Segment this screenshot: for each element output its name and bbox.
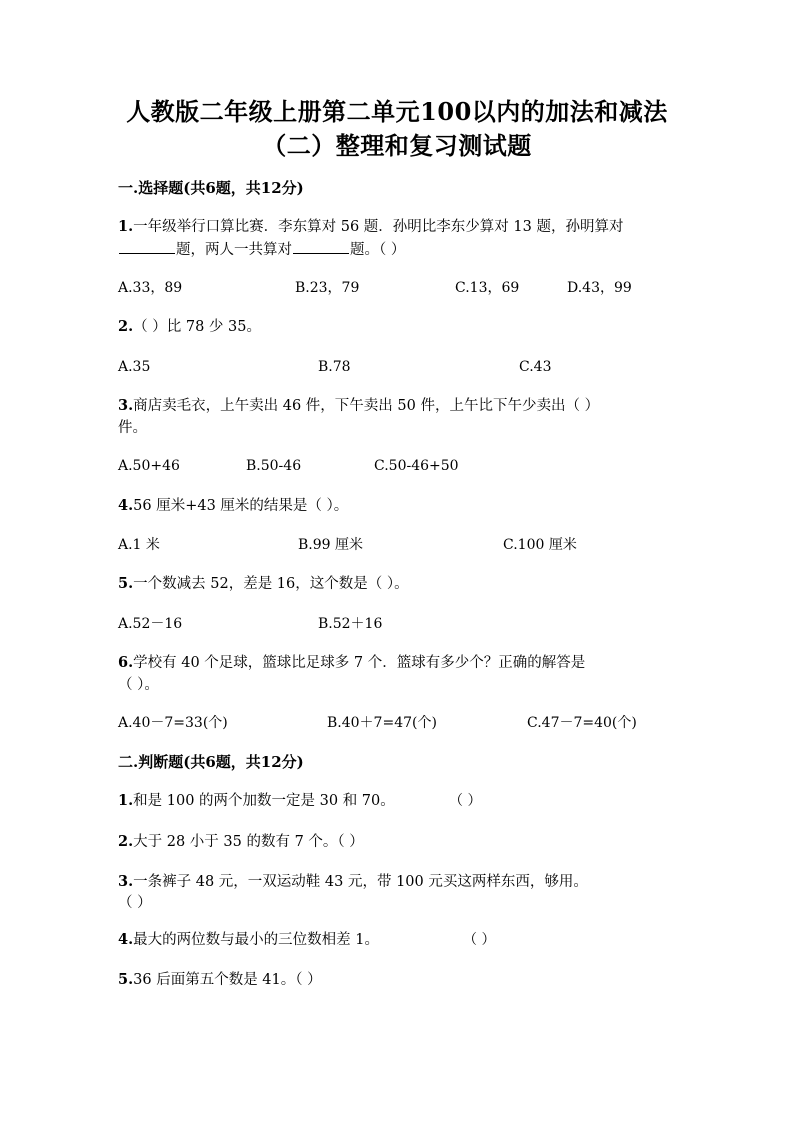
choice-question-1 — [118, 216, 678, 238]
question-number: 3. — [118, 397, 134, 414]
judge-question-4 — [118, 929, 678, 951]
question-text: （ ）比 78 少 35。 — [133, 319, 261, 335]
option-b[interactable]: B.23，79 — [295, 280, 360, 296]
page-subtitle: （二）整理和复习测试题 — [262, 131, 532, 160]
option-a[interactable]: A.33，89 — [118, 280, 183, 296]
question-text: 大于 28 小于 35 的数有 7 个。（ ） — [133, 834, 364, 850]
question-text: 56 厘米+43 厘米的结果是（ ）。 — [133, 498, 349, 514]
option-a[interactable]: A.52－16 — [118, 616, 183, 632]
option-c[interactable]: C.50-46+50 — [374, 458, 459, 474]
option-a[interactable]: A.35 — [118, 359, 151, 375]
question-text: 商店卖毛衣，上午卖出 46 件，下午卖出 50 件，上午比下午少卖出（ ） — [133, 398, 600, 414]
option-c[interactable]: C.43 — [519, 359, 552, 375]
question-text: 学校有 40 个足球，篮球比足球多 7 个．篮球有多少个？正确的解答是 — [133, 655, 586, 671]
question-text: 一年级举行口算比赛．李东算对 56 题．孙明比李东少算对 13 题，孙明算对 — [133, 219, 624, 235]
question-number: 1. — [118, 218, 134, 235]
choice-question-5 — [118, 573, 678, 595]
question-text: 和是 100 的两个加数一定是 30 和 70。 — [133, 793, 395, 809]
option-a[interactable]: A.50+46 — [118, 458, 180, 474]
choice-question-6-line2: （ ）。 — [118, 677, 159, 693]
choice-question-6 — [118, 652, 678, 674]
choice-question-4 — [118, 495, 678, 517]
choice-question-2 — [118, 316, 678, 338]
question-number: 5. — [118, 575, 134, 592]
question-text: 题，两人一共算对 — [176, 242, 292, 258]
question-text: 一条裤子 48 元，一双运动鞋 43 元，带 100 元买这两样东西，够用。 — [133, 874, 588, 890]
question-text: 最大的两位数与最小的三位数相差 1。 — [133, 932, 379, 948]
page-title: 人教版二年级上册第二单元100以内的加法和减法 — [126, 97, 668, 126]
option-c[interactable]: C.13，69 — [455, 280, 520, 296]
judge-question-1 — [118, 790, 678, 812]
section-heading-judge: 二.判断题(共6题，共12分) — [118, 753, 304, 771]
option-d[interactable]: D.43，99 — [567, 280, 632, 296]
option-b[interactable]: B.50-46 — [246, 458, 302, 474]
question-number: 2. — [118, 318, 134, 335]
choice-question-3-line2: 件。 — [118, 420, 147, 436]
answer-blank[interactable] — [119, 238, 175, 254]
question-text: 一个数减去 52，差是 16，这个数是（ ）。 — [133, 576, 409, 592]
answer-parentheses[interactable]: （ ） — [463, 932, 496, 948]
option-c[interactable]: C.100 厘米 — [503, 537, 577, 553]
question-number: 3. — [118, 873, 134, 890]
question-number: 4. — [118, 931, 134, 948]
question-text: 题。（ ） — [350, 242, 406, 258]
question-text: 36 后面第五个数是 41。（ ） — [133, 972, 322, 988]
option-b[interactable]: B.78 — [318, 359, 351, 375]
question-number: 1. — [118, 792, 134, 809]
option-a[interactable]: A.1 米 — [118, 537, 160, 553]
question-number: 4. — [118, 497, 134, 514]
option-b[interactable]: B.99 厘米 — [298, 537, 364, 553]
choice-question-3 — [118, 395, 678, 417]
judge-question-5 — [118, 969, 678, 991]
option-b[interactable]: B.52＋16 — [318, 616, 383, 632]
judge-question-3 — [118, 871, 678, 893]
section-heading-choice: 一.选择题(共6题，共12分) — [118, 179, 304, 197]
question-number: 2. — [118, 833, 134, 850]
question-number: 5. — [118, 971, 134, 988]
question-number: 6. — [118, 654, 134, 671]
option-a[interactable]: A.40－7=33(个) — [118, 715, 228, 731]
answer-blank[interactable] — [293, 238, 349, 254]
answer-parentheses[interactable]: （ ） — [449, 793, 482, 809]
option-c[interactable]: C.47－7=40(个) — [527, 715, 637, 731]
option-b[interactable]: B.40＋7=47(个) — [327, 715, 437, 731]
choice-question-1-line2 — [118, 238, 678, 261]
judge-question-2 — [118, 831, 678, 853]
judge-question-3-line2[interactable]: （ ） — [118, 895, 152, 911]
